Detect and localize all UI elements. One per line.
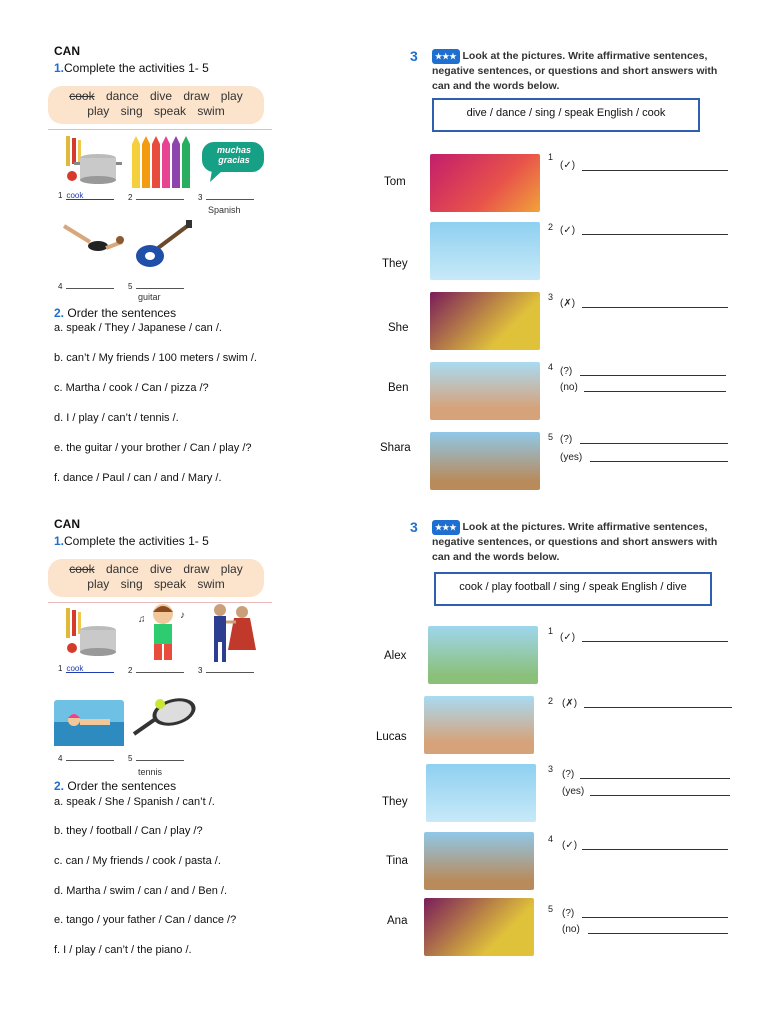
word-play-2: play	[87, 104, 110, 118]
word-speak: speak	[154, 104, 187, 118]
sentence-d: d. I / play / can’t / tennis /.	[54, 412, 179, 424]
answer-mark: (✓)	[562, 840, 578, 851]
sentence-e: e. tango / your father / Can / dance /?	[54, 914, 237, 926]
activity-2-title	[54, 779, 176, 793]
question-number: 1	[548, 626, 554, 636]
picture-num: 2	[128, 193, 133, 202]
sentence-a: a. speak / They / Japanese / can /.	[54, 322, 222, 334]
colored-pencils-icon	[130, 136, 194, 188]
picture-blank-4[interactable]	[58, 752, 114, 763]
order-title: Order the sentences	[67, 779, 177, 793]
sentence-a: a. speak / She / Spanish / can’t /.	[54, 796, 215, 808]
sentence-c: c. can / My friends / cook / pasta /.	[54, 855, 221, 867]
answer-line[interactable]	[582, 170, 728, 171]
answer-line	[136, 191, 184, 200]
diver-icon	[60, 222, 126, 258]
activity-number: 1.	[54, 61, 65, 75]
worksheet-title: CAN	[54, 517, 80, 531]
word-play: play	[220, 89, 243, 103]
word-dance: dance	[105, 562, 139, 576]
instruction-text: Complete the activities 1- 5	[64, 61, 209, 75]
diving-scene-icon	[430, 362, 540, 420]
tennis-racket-icon	[130, 696, 200, 740]
person-name: Shara	[380, 442, 411, 454]
word-dive: dive	[150, 89, 173, 103]
picture-caption: guitar	[138, 292, 161, 302]
answer-line[interactable]	[580, 375, 726, 376]
singing-boy-icon	[132, 600, 194, 664]
word-speak: speak	[154, 577, 187, 591]
answer-line[interactable]	[590, 461, 728, 462]
person-name: They	[382, 258, 408, 270]
picture-num: 3	[198, 193, 203, 202]
question-number: 3	[548, 292, 554, 302]
word-dance: dance	[105, 89, 139, 103]
exercise-3-instruction	[432, 49, 722, 94]
answer-line	[136, 280, 184, 289]
answer-line	[66, 752, 114, 761]
speaking-scene-icon	[426, 764, 536, 822]
word-play-2: play	[87, 577, 110, 591]
picture-blank-2[interactable]	[128, 664, 184, 675]
answer-mark: (?)	[562, 908, 575, 919]
word-draw: draw	[183, 562, 210, 576]
bubble-text: muchas gracias	[216, 145, 251, 165]
answer-mark: (✓)	[560, 225, 576, 236]
question-number: 2	[548, 696, 554, 706]
answer-mark: (no)	[560, 382, 578, 393]
cooking-pot-icon	[60, 136, 124, 188]
answer-mark: (yes)	[560, 452, 583, 463]
exercise-number: 3	[410, 48, 418, 64]
word-bank	[48, 86, 264, 124]
answer-mark: (yes)	[562, 786, 585, 797]
word-bank	[48, 559, 264, 597]
picture-num: 5	[128, 282, 133, 291]
person-name: She	[388, 322, 409, 334]
picture-blank-3[interactable]	[198, 191, 254, 202]
activity-1-instruction	[54, 534, 209, 548]
picture-blank-2[interactable]	[128, 191, 184, 202]
sentence-b: b. can’t / My friends / 100 meters / swim /.	[54, 352, 257, 364]
guitar-icon	[130, 220, 194, 272]
person-name: Alex	[384, 650, 407, 662]
exercise-number: 3	[410, 519, 418, 535]
order-title: Order the sentences	[67, 306, 177, 320]
speaking-scene-icon	[430, 222, 540, 280]
activity-1-instruction	[54, 61, 209, 75]
question-number: 2	[548, 222, 554, 232]
person-name: They	[382, 796, 408, 808]
exercise-text: Look at the pictures. Write affirmative sentences, negative sentences, or questions and short answers with can and the words below.	[432, 50, 718, 92]
answer-line[interactable]	[584, 707, 732, 708]
picture-num: 3	[198, 666, 203, 675]
question-number: 3	[548, 764, 554, 774]
diving-scene-icon	[424, 696, 534, 754]
word-cook: cook	[69, 89, 95, 103]
word-play: play	[220, 562, 243, 576]
question-number: 1	[548, 152, 554, 162]
person-name: Lucas	[376, 731, 407, 743]
divider	[48, 129, 272, 130]
instruction-text: Complete the activities 1- 5	[64, 534, 209, 548]
sentence-f: f. I / play / can’t / the piano /.	[54, 944, 192, 956]
question-number: 4	[548, 362, 554, 372]
answer-line	[206, 664, 254, 673]
word-swim: swim	[197, 577, 225, 591]
dancing-couple-icon	[198, 600, 264, 666]
cooking-scene-icon	[424, 832, 534, 890]
answer-line[interactable]	[584, 391, 726, 392]
person-name: Ben	[388, 382, 409, 394]
svg-text:♫: ♫	[138, 614, 146, 625]
answer-line	[136, 752, 184, 761]
sentence-d: d. Martha / swim / can / and / Ben /.	[54, 885, 228, 897]
answer-mark: (?)	[560, 366, 573, 377]
answer-mark: (✗)	[562, 698, 578, 709]
answer-line[interactable]	[582, 917, 728, 918]
picture-num: 5	[128, 754, 133, 763]
exercise-3-instruction	[432, 520, 722, 565]
picture-blank-3[interactable]	[198, 664, 254, 675]
picture-num: 1	[58, 191, 63, 200]
answer-mark: (✓)	[560, 632, 576, 643]
stars-badge: ★★★	[432, 520, 460, 535]
answer-mark: (?)	[562, 769, 575, 780]
answer-line[interactable]	[582, 307, 728, 308]
person-name: Tom	[384, 176, 406, 188]
word-dive: dive	[150, 562, 173, 576]
word-sing: sing	[120, 104, 143, 118]
picture-num: 4	[58, 754, 63, 763]
picture-blank-5[interactable]	[128, 752, 184, 763]
word-list-box: cook / play football / sing / speak English / dive	[434, 572, 712, 606]
word-draw: draw	[183, 89, 210, 103]
answer-mark: (?)	[560, 434, 573, 445]
answer-line	[66, 280, 114, 289]
swimmer-icon	[54, 700, 124, 746]
answer-mark: (no)	[562, 924, 580, 935]
answer-line[interactable]	[582, 849, 728, 850]
answer-line[interactable]	[580, 443, 728, 444]
word-cook: cook	[69, 562, 95, 576]
sentence-b: b. they / football / Can / play /?	[54, 825, 203, 837]
answer-line: cook	[66, 191, 114, 200]
picture-caption: tennis	[138, 767, 163, 777]
picture-num: 4	[58, 282, 63, 291]
sentence-f: f. dance / Paul / can / and / Mary /.	[54, 472, 222, 484]
sentence-e: e. the guitar / your brother / Can / play /?	[54, 442, 252, 454]
answer-mark: (✗)	[560, 298, 576, 309]
answer-line[interactable]	[580, 778, 730, 779]
picture-caption: Spanish	[208, 205, 241, 215]
sentence-c: c. Martha / cook / Can / pizza /?	[54, 382, 209, 394]
question-number: 4	[548, 834, 554, 844]
answer-line[interactable]	[582, 641, 728, 642]
answer-line: cook	[66, 664, 114, 673]
person-name: Tina	[386, 855, 408, 867]
answer-mark: (✓)	[560, 160, 576, 171]
person-name: Ana	[387, 915, 408, 927]
answer-line[interactable]	[582, 234, 728, 235]
muchas-gracias-bubble-icon	[200, 140, 266, 182]
singing-scene-icon	[424, 898, 534, 956]
cooking-pot-icon	[60, 608, 124, 660]
activity-2-title	[54, 306, 176, 320]
activity-number: 2.	[54, 779, 65, 793]
exercise-text: Look at the pictures. Write affirmative sentences, negative sentences, or questions and short answers with can and the words below.	[432, 521, 718, 563]
svg-text:♪: ♪	[180, 610, 185, 621]
singing-scene-icon	[430, 292, 540, 350]
picture-num: 2	[128, 666, 133, 675]
answer-line[interactable]	[588, 933, 728, 934]
answer-line[interactable]	[590, 795, 730, 796]
picture-blank-1[interactable]	[58, 664, 114, 673]
word-swim: swim	[197, 104, 225, 118]
question-number: 5	[548, 904, 554, 914]
word-list-box: dive / dance / sing / speak English / cook	[432, 98, 700, 132]
answer-line	[136, 664, 184, 673]
activity-number: 1.	[54, 534, 65, 548]
dancing-scene-icon	[430, 154, 540, 212]
stars-badge: ★★★	[432, 49, 460, 64]
activity-number: 2.	[54, 306, 65, 320]
picture-blank-1[interactable]	[58, 191, 114, 200]
picture-blank-4[interactable]	[58, 280, 114, 291]
worksheet-title: CAN	[54, 44, 80, 58]
picture-blank-5[interactable]	[128, 280, 184, 291]
word-sing: sing	[120, 577, 143, 591]
answer-line	[206, 191, 254, 200]
picture-num: 1	[58, 664, 63, 673]
question-number: 5	[548, 432, 554, 442]
cooking-scene-icon	[430, 432, 540, 490]
football-scene-icon	[428, 626, 538, 684]
